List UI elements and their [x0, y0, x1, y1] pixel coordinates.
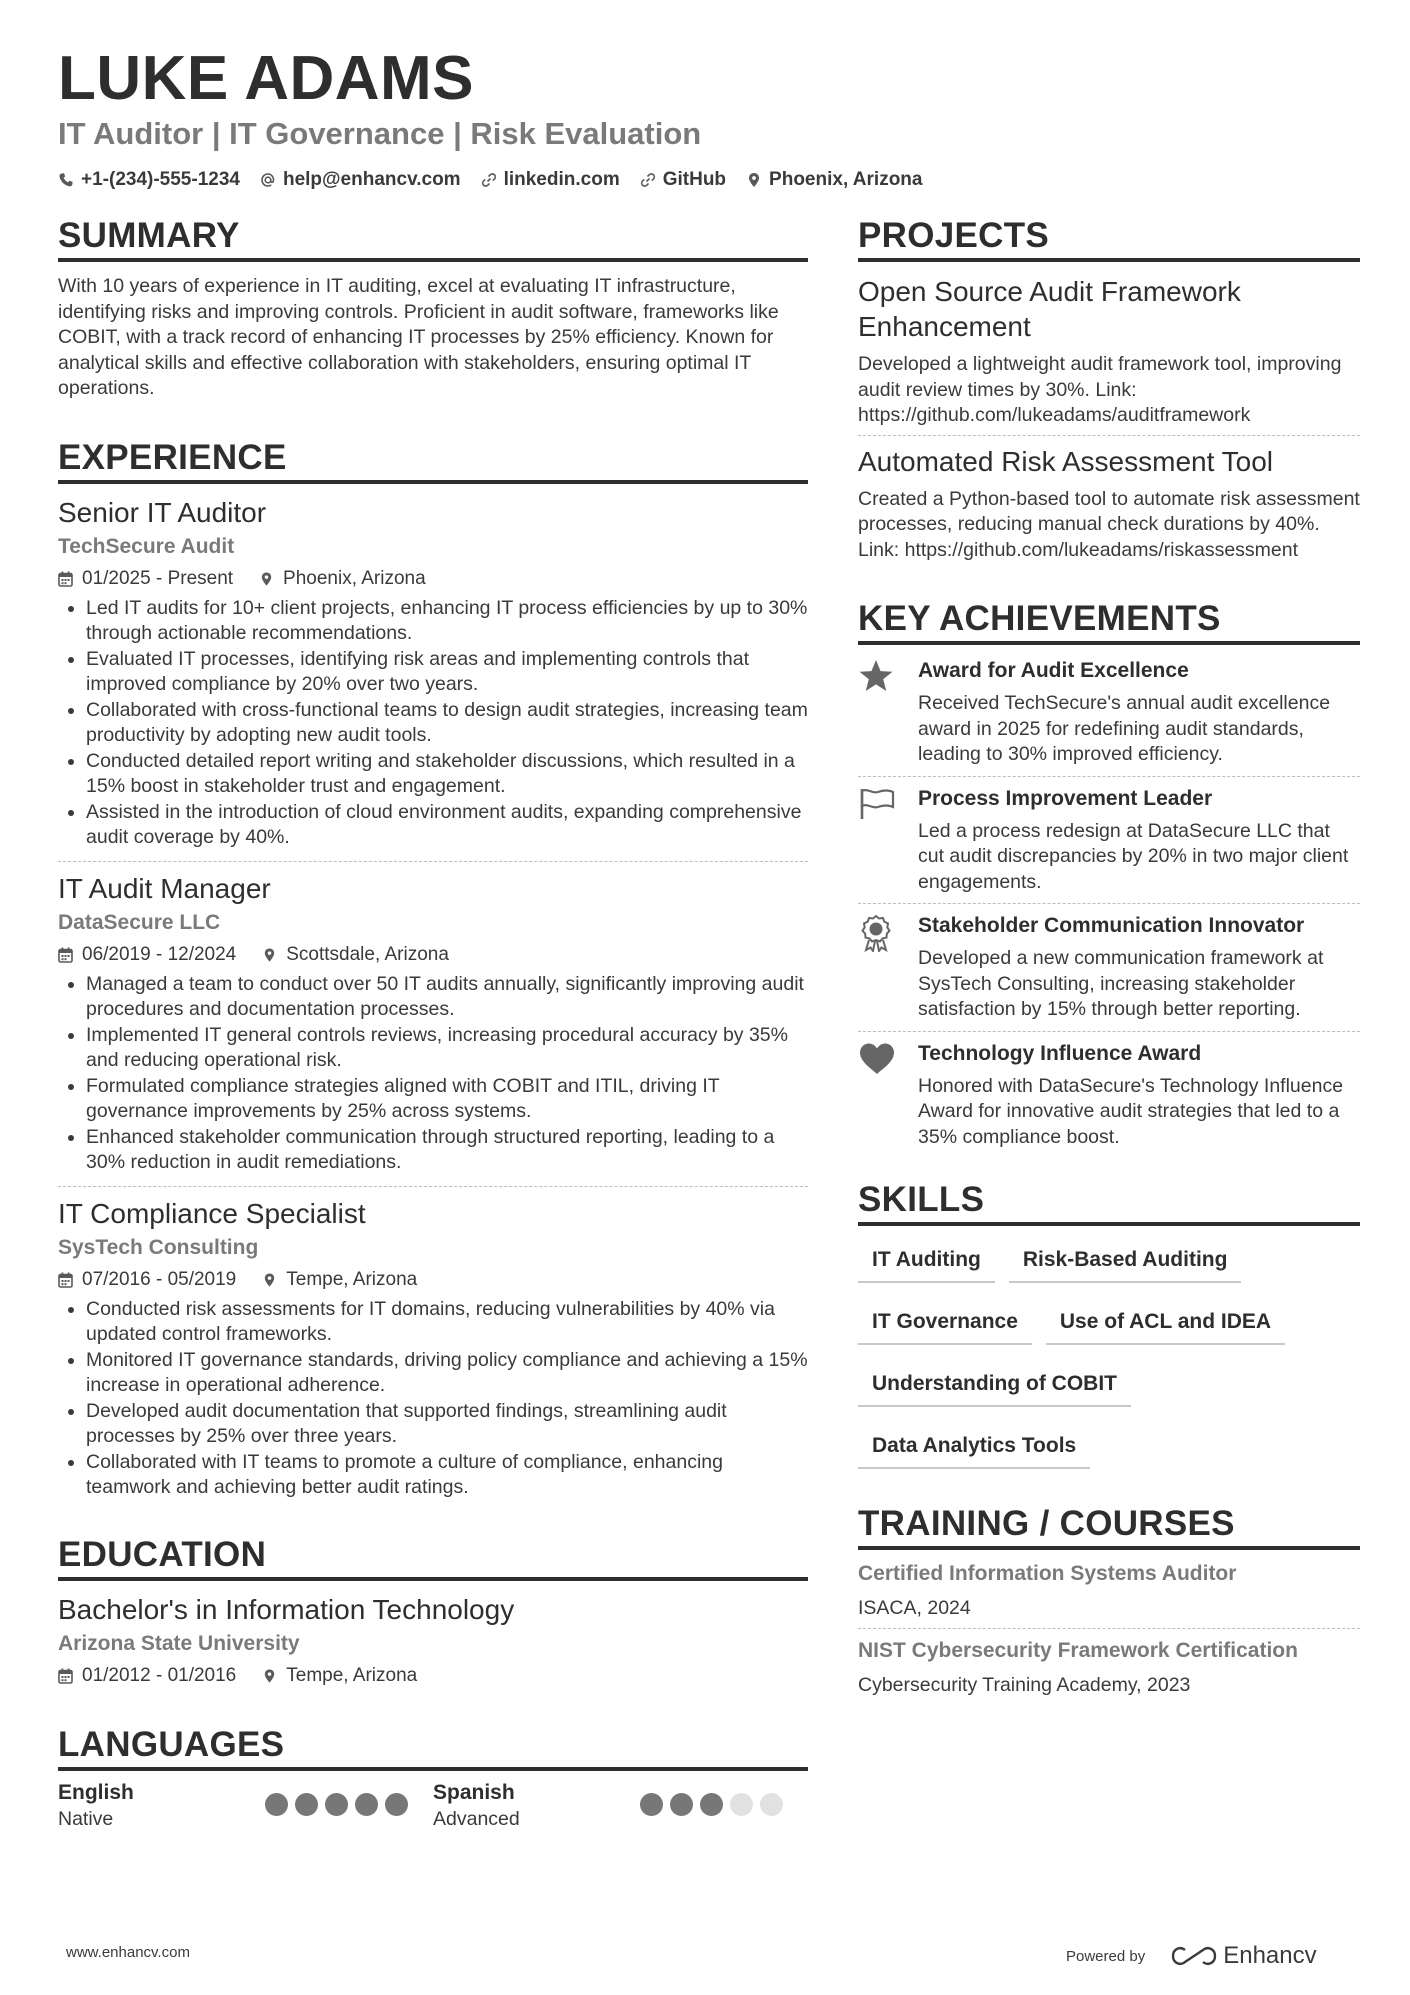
contact-github-text: GitHub — [662, 169, 727, 190]
language-level: Advanced — [433, 1807, 520, 1830]
rating-dot-filled — [295, 1793, 318, 1816]
skills-section — [858, 1178, 1360, 1494]
location-pin-icon — [262, 947, 277, 963]
achievement-title: Process Improvement Leader — [918, 786, 1213, 810]
bullet-item: • Implemented IT general controls reviews, increasing procedural accuracy by 35% and reducing operational risk. — [86, 1023, 808, 1074]
left-column — [58, 214, 808, 1833]
summary-text: With 10 years of experience in IT auditing, excel at evaluating IT infrastructure, identifying risks and improving controls. Proficient in audit software, frameworks like COBIT, with a track record of enhancing IT processes by 25% efficiency. Known for analytical skills and effective collaboration with stakeholders, ensuring optimal IT operations. — [58, 275, 779, 399]
location-pin-icon — [259, 571, 274, 587]
language-item — [433, 1779, 808, 1833]
course-provider: Cybersecurity Training Academy, 2023 — [858, 1674, 1191, 1696]
job-entry — [58, 861, 808, 1186]
powered-by-label: Powered by — [1066, 1947, 1146, 1965]
calendar-icon — [58, 1668, 73, 1684]
job-location-text: Phoenix, Arizona — [283, 567, 426, 589]
bullet-item: • Collaborated with IT teams to promote a culture of compliance, enhancing teamwork and achieving better audit ratings. — [86, 1450, 808, 1501]
achievement-item — [858, 903, 1360, 1031]
achievement-title: Award for Audit Excellence — [918, 659, 1189, 682]
phone-icon — [58, 172, 74, 188]
contact-linkedin-text: linkedin.com — [503, 169, 620, 190]
project-entry — [858, 435, 1360, 570]
company-name: SysTech Consulting — [58, 1235, 259, 1259]
enhancv-logo-icon — [1171, 1944, 1217, 1968]
achievement-description: Received TechSecure's annual audit excellence award in 2025 for redefining audit standards, leading to 30% improved efficiency. — [918, 692, 1331, 765]
skill-tag: IT Governance — [858, 1308, 1032, 1345]
job-location-text: Scottsdale, Arizona — [286, 943, 449, 965]
contact-email[interactable] — [260, 169, 461, 191]
course-provider: ISACA, 2024 — [858, 1597, 971, 1619]
contact-location-text: Phoenix, Arizona — [769, 169, 923, 190]
job-entry — [58, 496, 808, 861]
calendar-icon — [58, 571, 73, 587]
achievement-description: Led a process redesign at DataSecure LLC that cut audit discrepancies by 20% in two major client engagements. — [918, 819, 1349, 893]
contact-email-text: help@enhancv.com — [282, 169, 461, 190]
project-title: Automated Risk Assessment Tool — [858, 445, 1274, 477]
achievement-title: Stakeholder Communication Innovator — [918, 914, 1305, 937]
rating-dot-filled — [640, 1793, 663, 1816]
job-dates: 07/2016 - 05/2019 — [82, 1268, 237, 1290]
right-column — [858, 214, 1360, 1705]
brand-name: Enhancv — [1223, 1942, 1317, 1969]
project-title: Open Source Audit Framework Enhancement — [858, 276, 1241, 342]
star-icon — [858, 659, 894, 693]
section-title: EDUCATION — [58, 1533, 808, 1581]
language-item — [58, 1779, 433, 1833]
project-description: Created a Python-based tool to automate risk assessment processes, reducing manual check durations by 40%. Link: https://github.com/lukeadams/riskassessment — [858, 487, 1360, 561]
job-title: Senior IT Auditor — [58, 496, 267, 528]
rating-dot-empty — [730, 1793, 753, 1816]
skill-tag: Risk-Based Auditing — [1009, 1246, 1242, 1283]
achievements-section — [858, 597, 1360, 1158]
summary-section — [58, 214, 808, 402]
powered-by — [1066, 1942, 1317, 1970]
bullet-item: • Developed audit documentation that supported findings, streamlining audit processes by 25% over three years. — [86, 1399, 808, 1450]
education-section — [58, 1533, 808, 1689]
achievement-item — [858, 1031, 1360, 1159]
bullet-item: • Managed a team to conduct over 50 IT audits annually, significantly improving audit procedures and documentation processes. — [86, 972, 808, 1023]
job-title: IT Compliance Specialist — [58, 1197, 366, 1229]
education-dates: 01/2012 - 01/2016 — [82, 1664, 237, 1686]
medal-icon — [858, 914, 894, 952]
link-icon — [481, 172, 497, 188]
bullet-item: • Conducted risk assessments for IT domains, reducing vulnerabilities by 40% via updated control frameworks. — [86, 1297, 808, 1348]
brand-logo[interactable] — [1171, 1942, 1316, 1970]
contact-linkedin[interactable] — [481, 169, 620, 191]
bullet-item: • Conducted detailed report writing and stakeholder discussions, which resulted in a 15% boost in stakeholder trust and engagement. — [86, 749, 808, 800]
company-name: DataSecure LLC — [58, 910, 221, 934]
projects-section — [858, 214, 1360, 569]
contact-location — [746, 169, 922, 191]
job-meta — [58, 566, 808, 592]
achievement-item — [858, 649, 1360, 776]
language-name: English — [58, 1780, 134, 1804]
flag-icon — [858, 787, 896, 821]
job-location — [262, 942, 449, 968]
training-section — [858, 1502, 1360, 1705]
course-entry — [858, 1556, 1360, 1628]
job-dates: 06/2019 - 12/2024 — [82, 943, 237, 965]
rating-dot-filled — [670, 1793, 693, 1816]
rating-dot-filled — [700, 1793, 723, 1816]
school-name: Arizona State University — [58, 1631, 300, 1655]
candidate-subtitle: IT Auditor | IT Governance | Risk Evaluation — [58, 116, 702, 151]
experience-section — [58, 436, 808, 1511]
section-title: LANGUAGES — [58, 1723, 808, 1771]
footer-url[interactable]: www.enhancv.com — [66, 1944, 190, 1961]
language-rating — [633, 1793, 783, 1816]
degree-title: Bachelor's in Information Technology — [58, 1593, 515, 1625]
job-bullets — [58, 972, 808, 1176]
skills-list — [858, 1246, 1360, 1494]
skill-tag: Data Analytics Tools — [858, 1432, 1090, 1469]
bullet-item: • Enhanced stakeholder communication through structured reporting, leading to a 30% reduction in audit remediations. — [86, 1125, 808, 1176]
section-title: PROJECTS — [858, 214, 1360, 262]
bullet-item: • Evaluated IT processes, identifying risk areas and implementing controls that improved compliance by 20% over two years. — [86, 647, 808, 698]
languages-section — [58, 1723, 808, 1833]
education-location — [262, 1663, 417, 1689]
rating-dot-filled — [265, 1793, 288, 1816]
language-list — [58, 1779, 808, 1833]
job-entry — [58, 1186, 808, 1511]
project-description: Developed a lightweight audit framework tool, improving audit review times by 30%. Link: https://github.com/lukeadams/auditframework — [858, 353, 1342, 426]
bullet-item: • Formulated compliance strategies aligned with COBIT and ITIL, driving IT governance improvements by 25% across systems. — [86, 1074, 808, 1125]
education-location-text: Tempe, Arizona — [286, 1664, 418, 1686]
course-title: Certified Information Systems Auditor — [858, 1562, 1237, 1585]
achievement-description: Honored with DataSecure's Technology Influence Award for innovative audit strategies that led to a 35% compliance boost. — [918, 1074, 1344, 1148]
job-title: IT Audit Manager — [58, 872, 271, 904]
skill-tag: IT Auditing — [858, 1246, 995, 1283]
rating-dot-filled — [355, 1793, 378, 1816]
bullet-item: • Monitored IT governance standards, driving policy compliance and achieving a 15% increase in operational adherence. — [86, 1348, 808, 1399]
calendar-icon — [58, 1272, 73, 1288]
bullet-item: • Led IT audits for 10+ client projects, enhancing IT process efficiencies by up to 30% through actionable recommendations. — [86, 596, 808, 647]
section-title: SUMMARY — [58, 214, 808, 262]
job-dates: 01/2025 - Present — [82, 567, 234, 589]
skill-tag: Understanding of COBIT — [858, 1370, 1131, 1407]
contact-github[interactable] — [640, 169, 726, 191]
job-bullets — [58, 596, 808, 851]
course-title: NIST Cybersecurity Framework Certification — [858, 1639, 1298, 1662]
education-meta — [58, 1663, 808, 1689]
achievement-item — [858, 776, 1360, 904]
contact-phone[interactable] — [58, 169, 240, 191]
rating-dot-filled — [385, 1793, 408, 1816]
language-name: Spanish — [433, 1780, 515, 1804]
section-title: TRAINING / COURSES — [858, 1502, 1360, 1550]
project-entry — [858, 274, 1360, 435]
skill-tag: Use of ACL and IDEA — [1046, 1308, 1285, 1345]
section-title: EXPERIENCE — [58, 436, 808, 484]
job-location-text: Tempe, Arizona — [286, 1268, 418, 1290]
calendar-icon — [58, 947, 73, 963]
rating-dot-empty — [760, 1793, 783, 1816]
link-icon — [640, 172, 656, 188]
language-level: Native — [58, 1807, 114, 1830]
language-rating — [258, 1793, 408, 1816]
job-meta — [58, 1267, 808, 1293]
location-pin-icon — [746, 172, 762, 188]
location-pin-icon — [262, 1272, 277, 1288]
section-title: KEY ACHIEVEMENTS — [858, 597, 1360, 645]
contact-bar — [58, 169, 942, 191]
job-meta — [58, 942, 808, 968]
contact-phone-text: +1-(234)-555-1234 — [81, 169, 240, 190]
course-entry — [858, 1628, 1360, 1705]
bullet-item: • Assisted in the introduction of cloud environment audits, expanding comprehensive audit coverage by 40%. — [86, 800, 808, 851]
bullet-item: • Collaborated with cross-functional teams to design audit strategies, increasing team productivity by adopting new audit tools. — [86, 698, 808, 749]
at-icon — [260, 172, 276, 188]
job-location — [259, 566, 426, 592]
location-pin-icon — [262, 1668, 277, 1684]
section-title: SKILLS — [858, 1178, 1360, 1226]
rating-dot-filled — [325, 1793, 348, 1816]
achievement-title: Technology Influence Award — [918, 1041, 1202, 1065]
achievement-description: Developed a new communication framework at SysTech Consulting, increasing stakeholder satisfaction by 15% through better reporting. — [918, 947, 1324, 1020]
heart-icon — [858, 1042, 896, 1076]
job-location — [262, 1267, 417, 1293]
candidate-name: LUKE ADAMS — [58, 44, 475, 113]
company-name: TechSecure Audit — [58, 534, 235, 558]
job-bullets — [58, 1297, 808, 1501]
